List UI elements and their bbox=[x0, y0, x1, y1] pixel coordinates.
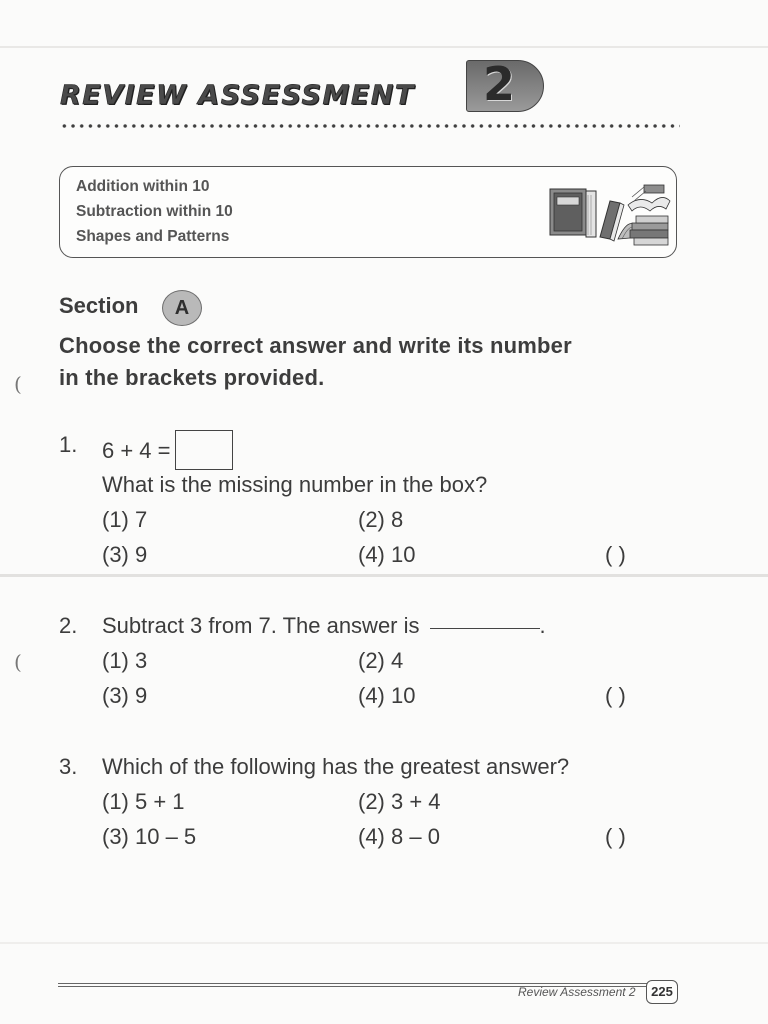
instruction-text: in the brackets provided. bbox=[59, 365, 325, 390]
page-header bbox=[58, 58, 698, 118]
question-text-end: . bbox=[539, 613, 546, 638]
binder-hole-mark: ( bbox=[14, 372, 22, 396]
option-2[interactable]: (2) 3 + 4 bbox=[358, 789, 441, 814]
assessment-number: 2 bbox=[483, 57, 516, 111]
option-1[interactable]: (1) 7 bbox=[102, 507, 148, 532]
question-number: 1. bbox=[59, 432, 78, 457]
question-number: 3. bbox=[59, 754, 78, 779]
answer-brackets[interactable]: ( ) bbox=[605, 683, 626, 708]
binder-hole-mark: ( bbox=[14, 650, 22, 674]
topics-box bbox=[59, 166, 677, 258]
question-number: 2. bbox=[59, 613, 78, 638]
option-2[interactable]: (2) 4 bbox=[358, 648, 404, 673]
topic-item: Shapes and Patterns bbox=[76, 228, 230, 245]
answer-brackets[interactable]: ( ) bbox=[605, 542, 626, 567]
option-1[interactable]: (1) 5 + 1 bbox=[102, 789, 185, 814]
equation-text: 6 + 4 = bbox=[102, 437, 171, 463]
instruction-text: Choose the correct answer and write its number bbox=[59, 333, 572, 358]
question-text: What is the missing number in the box? bbox=[102, 472, 488, 497]
option-4[interactable]: (4) 8 – 0 bbox=[358, 824, 440, 849]
question-text: Which of the following has the greatest answer? bbox=[102, 754, 570, 779]
question-equation bbox=[102, 432, 233, 472]
books-stack-icon bbox=[548, 179, 672, 251]
section-label: Section bbox=[59, 293, 139, 318]
page-number: 225 bbox=[646, 980, 678, 1004]
option-1[interactable]: (1) 3 bbox=[102, 648, 148, 673]
option-2[interactable]: (2) 8 bbox=[358, 507, 404, 532]
dotted-divider bbox=[60, 122, 680, 130]
option-3[interactable]: (3) 9 bbox=[102, 542, 148, 567]
scan-artifact-middle bbox=[0, 574, 768, 577]
answer-blank[interactable] bbox=[430, 628, 540, 629]
scan-artifact-bottom bbox=[0, 942, 768, 944]
option-4[interactable]: (4) 10 bbox=[358, 683, 416, 708]
answer-brackets[interactable]: ( ) bbox=[605, 824, 626, 849]
option-3[interactable]: (3) 9 bbox=[102, 683, 148, 708]
option-4[interactable]: (4) 10 bbox=[358, 542, 416, 567]
question-text-line bbox=[102, 613, 546, 639]
assessment-number-badge bbox=[466, 57, 544, 112]
section-letter-badge: A bbox=[162, 290, 202, 326]
topic-item: Addition within 10 bbox=[76, 178, 210, 195]
question-text: Subtract 3 from 7. The answer is bbox=[102, 613, 420, 638]
page-title: REVIEW ASSESSMENT bbox=[60, 80, 415, 111]
scan-artifact-top bbox=[0, 46, 768, 48]
option-3[interactable]: (3) 10 – 5 bbox=[102, 824, 197, 849]
footer-label: Review Assessment 2 bbox=[518, 985, 636, 999]
missing-number-box[interactable] bbox=[175, 430, 233, 470]
topic-item: Subtraction within 10 bbox=[76, 203, 233, 220]
